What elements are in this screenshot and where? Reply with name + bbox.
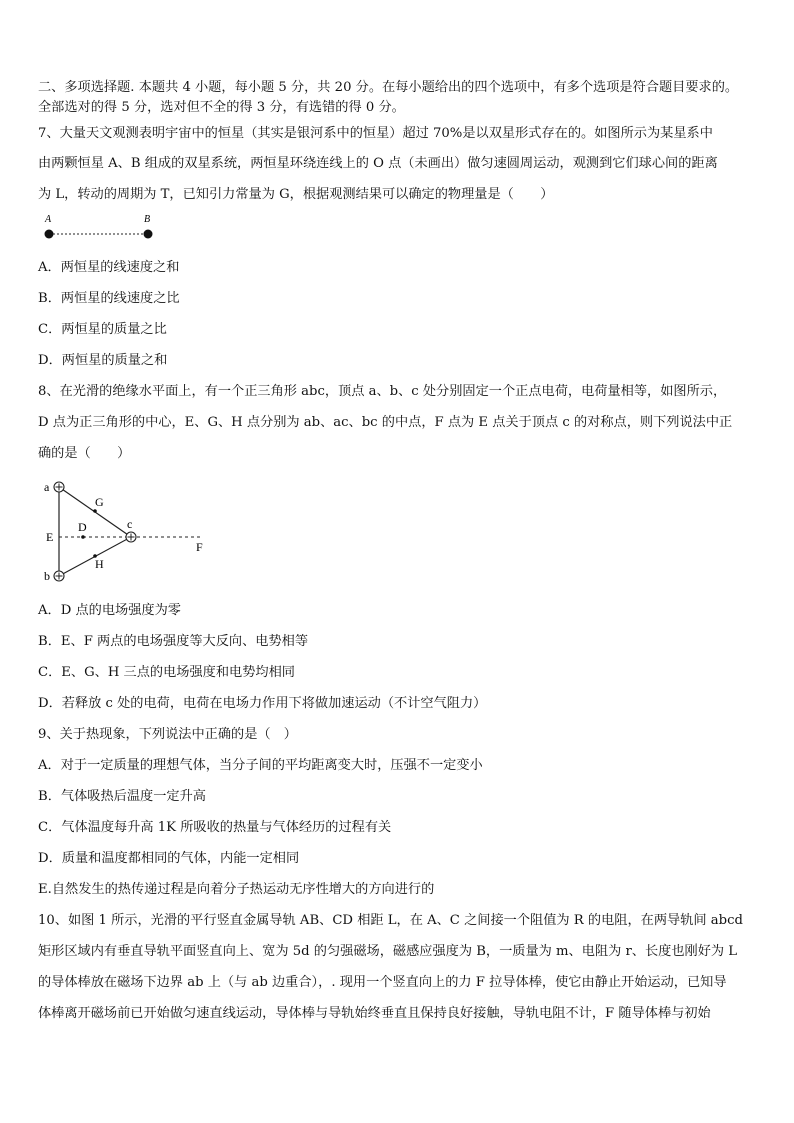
q8-stem-line-1: 8、在光滑的绝缘水平面上，有一个正三角形 abc，顶点 a、b、c 处分别固定一个正点电荷，电荷量相等，如图所示， [38,384,727,399]
q10-stem-line-4: 体棒离开磁场前已开始做匀速直线运动，导体棒与导轨始终垂直且保持良好接触，导轨电阻不计，F 随导体棒与初始 [38,1006,711,1021]
label-h: H [95,557,104,571]
q8-option-c: C．E、G、H 三点的电场强度和电势均相同 [38,665,295,680]
section-header-line-2: 全部选对的得 5 分，选对但不全的得 3 分，有选错的得 0 分。 [38,100,405,115]
q8-option-b: B．E、F 两点的电场强度等大反向、电势相等 [38,634,309,649]
q7-stem-line-2: 由两颗恒星 A、B 组成的双星系统，两恒星环绕连线上的 O 点（未画出）做匀速圆周运动，观测到它们球心间的距离 [38,156,718,171]
q10-stem-line-3: 的导体棒放在磁场下边界 ab 上（与 ab 边重合），. 现用一个竖直向上的力 F 拉导体棒，使它由静止开始运动，已知导 [38,975,727,990]
q10-stem-line-2: 矩形区域内有垂直导轨平面竖直向上、宽为 5d 的匀强磁场，磁感应强度为 B，一质量为 m、电阻为 r、长度也刚好为 L [38,944,738,959]
point-g-dot [93,509,97,513]
q8-triangle-figure [38,475,218,587]
star-a-label: A [45,214,52,225]
q9-stem: 9、关于热现象，下列说法中正确的是（ ） [38,727,297,742]
label-b: b [44,569,50,583]
charge-b [54,571,64,581]
q9-option-d: D．质量和温度都相同的气体，内能一定相同 [38,851,300,866]
q8-stem-line-3: 确的是（ ） [38,446,131,461]
label-f: F [196,540,203,554]
q8-stem-line-2: D 点为正三角形的中心，E、G、H 点分别为 ab、ac、bc 的中点，F 点为 E 点关于顶点 c 的对称点，则下列说法中正 [38,415,733,430]
star-b-dot [144,230,153,239]
q9-option-c: C．气体温度每升高 1K 所吸收的热量与气体经历的过程有关 [38,820,392,835]
q7-option-d: D．两恒星的质量之和 [38,353,168,368]
charge-a [54,482,64,492]
q9-option-e: E.自然发生的热传递过程是向着分子热运动无序性增大的方向进行的 [38,882,435,897]
q9-option-b: B．气体吸热后温度一定升高 [38,789,206,804]
section-header-line-1: 二、多项选择题. 本题共 4 小题，每小题 5 分，共 20 分。在每小题给出的四个选项中，有多个选项是符合题目要求的。 [38,80,739,95]
q7-option-a: A．两恒星的线速度之和 [38,260,180,275]
q8-option-a: A．D 点的电场强度为零 [38,603,181,618]
star-a-dot [45,230,54,239]
point-d-dot [81,535,85,539]
q7-option-c: C．两恒星的质量之比 [38,322,167,337]
charge-c [126,532,136,542]
star-b-label: B [144,214,151,225]
label-g: G [95,495,104,509]
q7-stem-line-1: 7、大量天文观测表明宇宙中的恒星（其实是银河系中的恒星）超过 70%是以双星形式存在的。如图所示为某星系中 [38,126,713,141]
label-c: c [127,517,133,531]
q9-option-a: A．对于一定质量的理想气体，当分子间的平均距离变大时，压强不一定变小 [38,758,483,773]
q7-stem-line-3: 为 L，转动的周期为 T，已知引力常量为 G，根据观测结果可以确定的物理量是（ ） [38,187,554,202]
q10-stem-line-1: 10、如图 1 所示，光滑的平行竖直金属导轨 AB、CD 相距 L，在 A、C 之间接一个阻值为 R 的电阻，在两导轨间 abcd [38,913,743,928]
label-e: E [46,530,54,544]
q7-option-b: B．两恒星的线速度之比 [38,291,180,306]
q7-binary-star-figure [38,210,168,245]
q8-option-d: D．若释放 c 处的电荷，电荷在电场力作用下将做加速运动（不计空气阻力） [38,696,487,711]
label-d: D [78,520,87,534]
label-a: a [44,480,50,494]
